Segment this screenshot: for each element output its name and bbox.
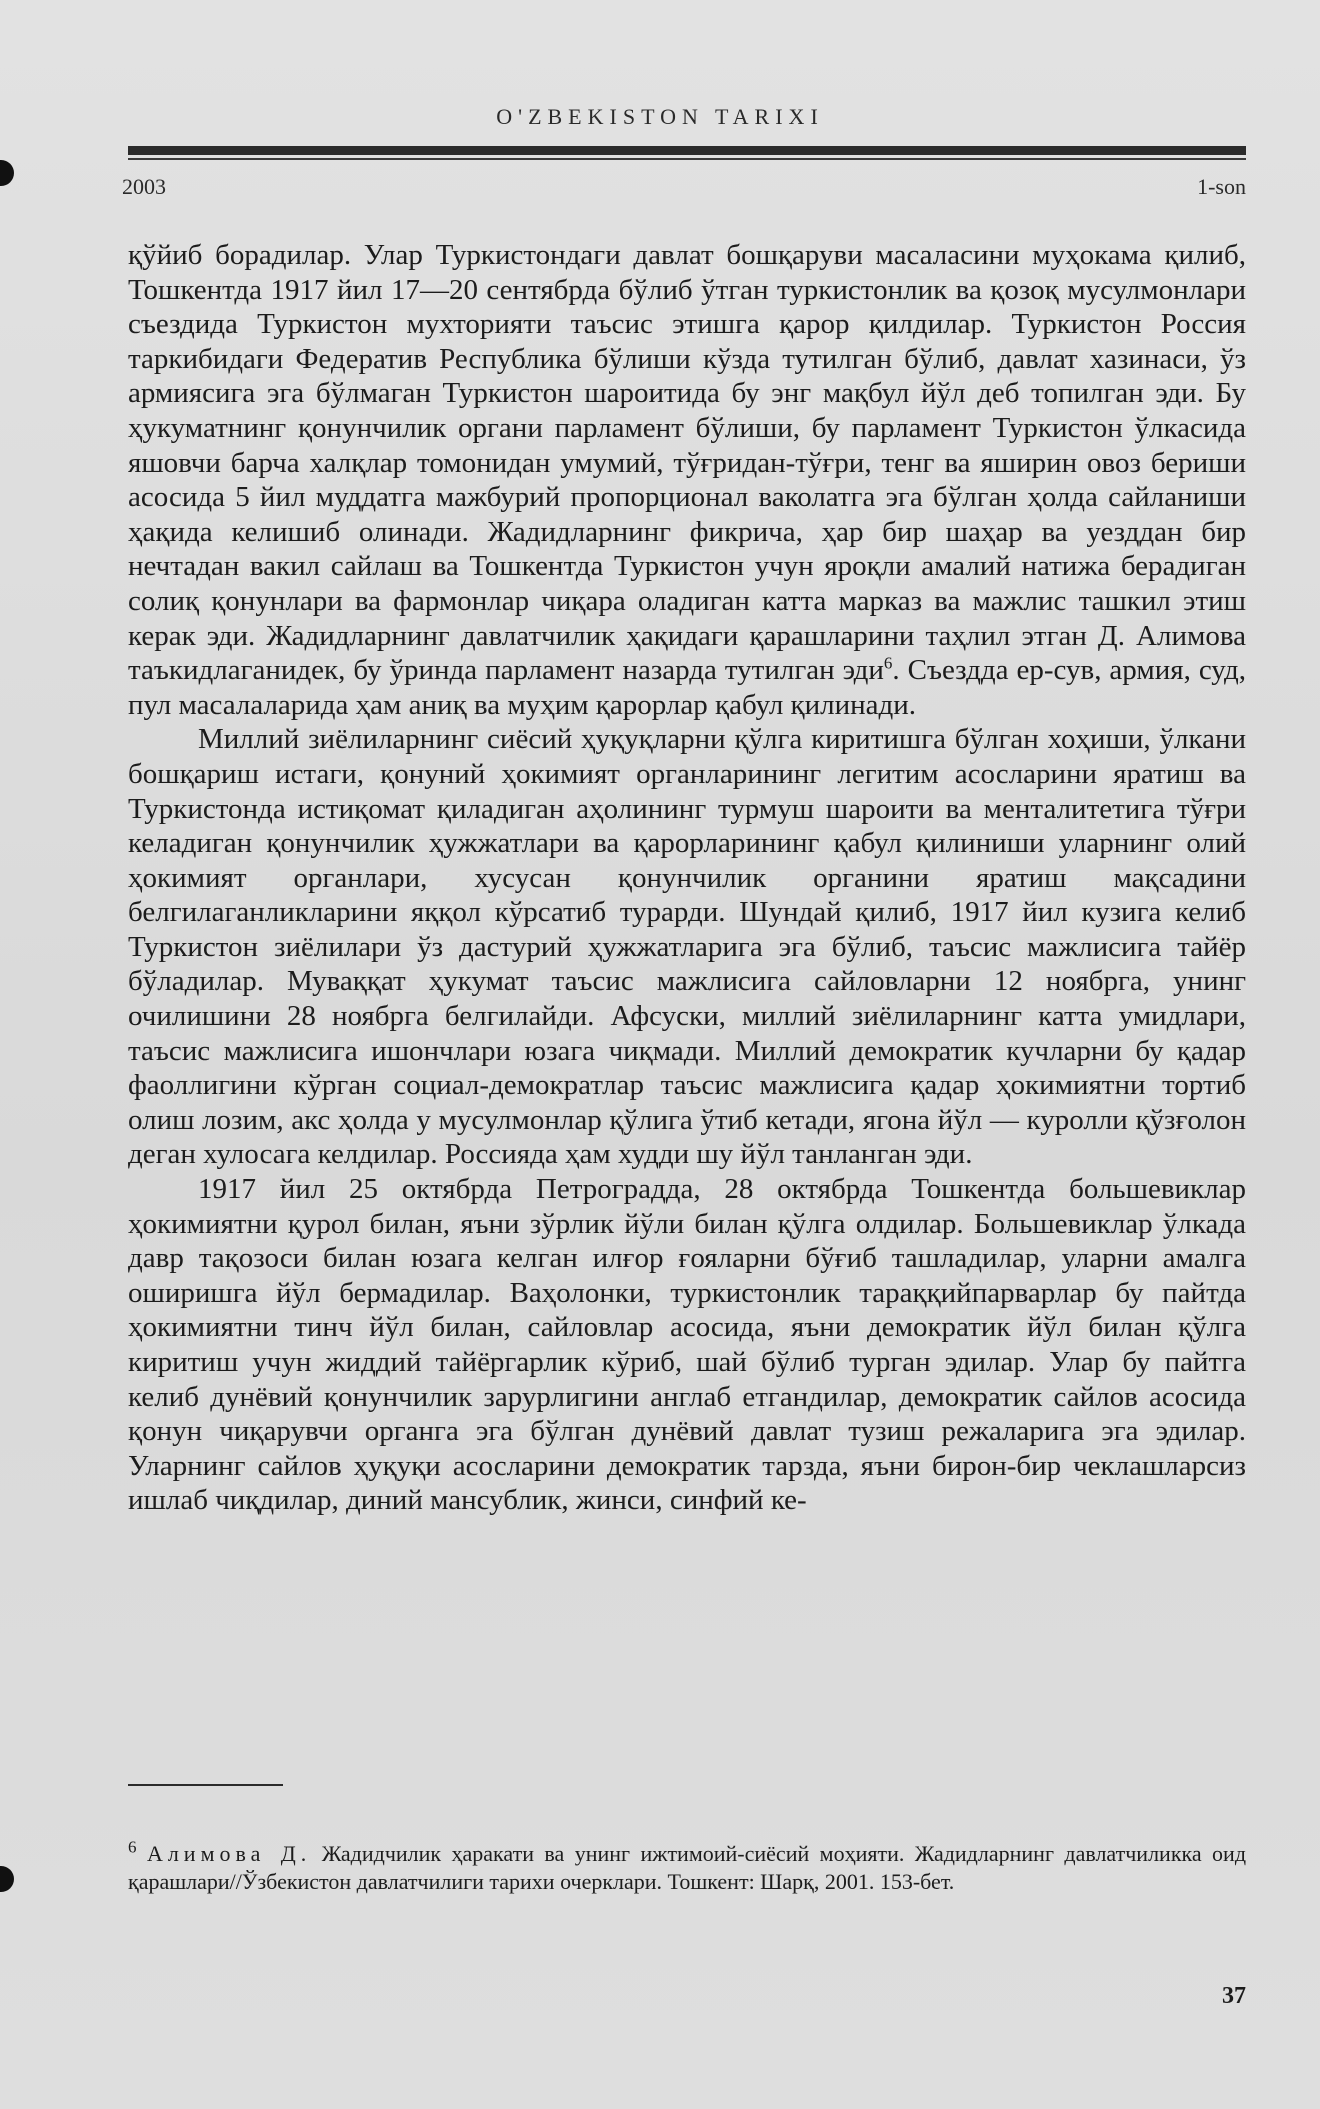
- page-number: 37: [1222, 1983, 1246, 2009]
- footnote-divider: [128, 1784, 283, 1786]
- header-rule-thick: [128, 146, 1246, 155]
- paragraph-1-end: . Съездда ер-сув, армия, суд, пул масалаларида ҳам аниқ ва муҳим қарорлар қабул қилинади.: [128, 654, 1246, 721]
- footnote-number: 6: [128, 1837, 137, 1857]
- header-rule-thin: [128, 158, 1246, 160]
- issue-year: 2003: [122, 174, 166, 199]
- journal-title: O'ZBEKISTON TARIXI: [496, 104, 824, 129]
- paragraph-1-text: қўйиб борадилар. Улар Туркистондаги давлат бошқаруви масаласини муҳокама қилиб, Тошкентда 1917 йил 17—20 сентябрда бўлиб ўтган туркистонлик ва қозоқ мусулмонлари съездида Туркистон мухторияти таъсис этишга қарор қилдилар. Туркистон Россия таркибидаги Федератив Республика бўлиши кўзда тутилган бўлиб, давлат хазинаси, ўз армиясига эга бўлмаган Туркистон шароитида бу энг мақбул йўл деб топилган эди. Бу ҳукуматнинг қонунчилик органи парламент бўлиши, бу парламент Туркистон ўлкасида яшовчи барча халқлар томонидан умумий, тўғридан-тўғри, тенг ва яширин овоз бериши асосида 5 йил муддатга мажбурий пропорционал ваколатга эга бўлган ҳолда сайланиши ҳақида келишиб олинади. Жадидларнинг фикрича, ҳар бир шаҳар ва уезддан бир нечтадан вакил сайлаш ва Тошкентда Туркистон учун яроқли амалий натижа берадиган солиқ қонунлари ва фармонлар чиқара оладиган катта марказ ва мажлис ташкил этиш керак эди. Жадидларнинг давлатчилик ҳақидаги қарашларини таҳлил этган Д. Алимова таъкидлаганидек, бу ўринда парламент назарда тутилган эди: [128, 239, 1246, 687]
- punch-hole-mark: [0, 1866, 14, 1892]
- issue-number: 1-son: [1197, 174, 1246, 199]
- footnote: [128, 1837, 1247, 1896]
- paragraph-2: Миллий зиёлиларнинг сиёсий ҳуқуқларни қўлга киритишга бўлган хоҳиши, ўлкани бошқариш истаги, қонуний ҳокимият органларининг легитим асосларини яратиш ва Туркистонда истиқомат қиладиган аҳолининг турмуш шароити ва менталитетига тўғри келадиган қонунчилик ҳужжатлари ва қарорларининг қабул қилиниши уларнинг олий ҳокимият органлари, хусусан қонунчилик органини яратиш мақсадини белгилаганликларини яққол кўрсатиб турарди. Шундай қилиб, 1917 йил кузига келиб Туркистон зиёлилари ўз дастурий ҳужжатларига эга бўлиб, таъсис мажлисига тайёр бўладилар. Муваққат ҳукумат таъсис мажлисига сайловларни 12 ноябрга, унинг очилишини 28 ноябрга белгилайди. Афсуски, миллий зиёлиларнинг катта умидлари, таъсис мажлисига ишончлари юзага чиқмади. Миллий демократик кучларни бу қадар фаоллигини кўрган социал-демократлар таъсис мажлисига қадар ҳокимиятни тортиб олиш лозим, акс ҳолда у мусулмонлар қўлига ўтиб кетади, ягона йўл — куролли қўзғолон деган хулосага келдилар. Россияда ҳам худди шу йўл танланган эди.: [128, 723, 1246, 1171]
- footnote-reference: 6: [883, 653, 893, 673]
- paragraph-3: 1917 йил 25 октябрда Петроградда, 28 октябрда Тошкентда большевиклар ҳокимиятни қурол билан, яъни зўрлик йўли билан қўлга олдилар. Большевиклар ўлкада давр тақозоси билан юзага келган илғор ғояларни бўғиб ташладилар, уларни амалга оширишга йўл бермадилар. Ваҳолонки, туркистонлик тараққийпарварлар бу пайтда ҳокимиятни тинч йўл билан, сайловлар асосида, яъни демократик йўл билан қўлга киритиш учун жиддий тайёргарлик кўриб, шай бўлиб турган эдилар. Улар бу пайтга келиб дунёвий қонунчилик зарурлигини англаб етгандилар, демократик сайлов асосида қонун чиқарувчи органга эга бўлган дунёвий давлат тузиш режаларига эга эдилар. Уларнинг сайлов ҳуқуқи асосларини демократик тарзда, яъни бирон-бир чеклашларсиз ишлаб чиқдилар, диний мансублик, жинси, синфий ке-: [128, 1173, 1246, 1517]
- article-body: [128, 238, 1246, 1518]
- footnote-text: Жадидчилик ҳаракати ва унинг ижтимоий-сиёсий моҳияти. Жадидларнинг давлатчиликка оид қарашлари//Ўзбекистон давлатчилиги тарихи очерклари. Тошкент: Шарқ, 2001. 153-бет.: [128, 1841, 1247, 1894]
- footnote-author: Алимова Д.: [146, 1841, 312, 1866]
- paragraph-1: [128, 238, 1246, 722]
- punch-hole-mark: [0, 160, 14, 186]
